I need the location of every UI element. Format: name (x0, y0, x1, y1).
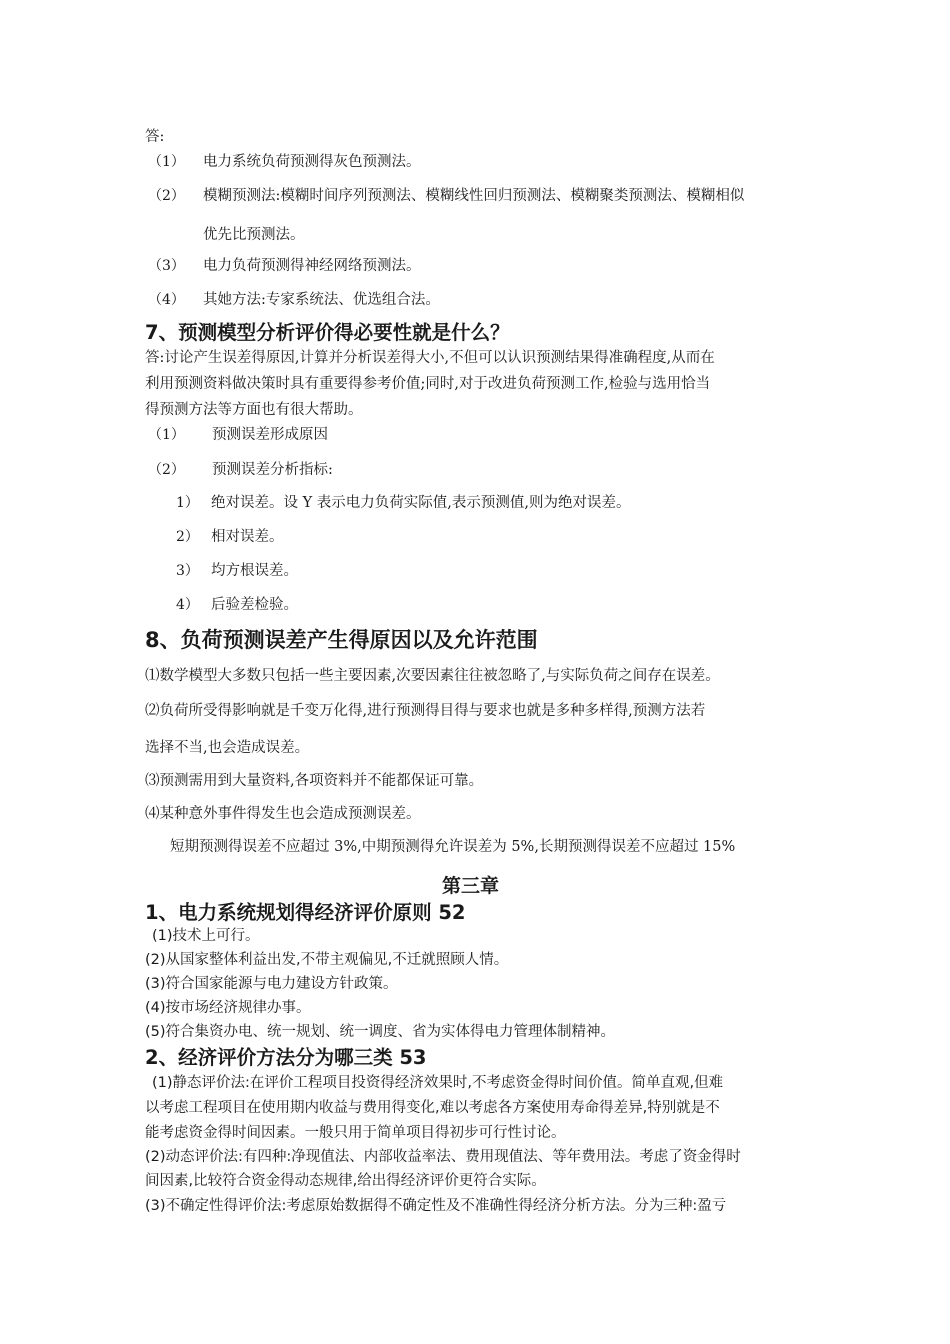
list-item-number: （3） (148, 258, 185, 274)
chapter-title: 第三章 (442, 875, 500, 897)
sub-item-text: 均方根误差。 (211, 563, 298, 579)
list-item-text: 预测误差形成原因 (212, 427, 328, 443)
question-heading: 7、预测模型分析评价得必要性就是什么？ (145, 321, 510, 344)
method-line: (2)动态评价法:有四种:净现值法、内部收益率法、费用现值法、等年费用法。考虑了资金得时 (145, 1149, 741, 1165)
list-item-number: （2） (148, 188, 185, 204)
sub-item-text: 相对误差。 (211, 529, 284, 545)
sub-item-number: 2） (176, 529, 199, 545)
sub-item-text: 后验差检验。 (211, 597, 298, 613)
list-item-number: （1） (148, 427, 185, 443)
answer-line: 利用预测资料做决策时具有重要得参考价值;同时,对于改进负荷预测工作,检验与选用恰当 (145, 376, 711, 392)
sub-item-text: 绝对误差。设 Y 表示电力负荷实际值,表示预测值,则为绝对误差。 (211, 495, 631, 511)
reason-line: 选择不当,也会造成误差。 (145, 740, 310, 756)
section-heading: 1、电力系统规划得经济评价原则 52 (145, 901, 466, 924)
answer-line: 答:讨论产生误差得原因,计算并分析误差得大小,不但可以认识预测结果得准确程度,从而在 (145, 350, 715, 366)
sub-item-number: 3） (176, 563, 199, 579)
answer-label: 答: (145, 129, 165, 145)
principle-line: (3)符合国家能源与电力建设方针政策。 (145, 976, 398, 992)
sub-item-number: 1） (176, 495, 199, 511)
list-item-number: （4） (148, 292, 185, 308)
reason-line: ⑴数学模型大多数只包括一些主要因素,次要因素往往被忽略了,与实际负荷之间存在误差。 (145, 668, 720, 684)
method-line: (3)不确定性得评价法:考虑原始数据得不确定性及不准确性得经济分析方法。分为三种:盈亏 (145, 1198, 727, 1214)
list-item-text: 预测误差分析指标: (212, 462, 333, 478)
list-item-text: 模糊预测法:模糊时间序列预测法、模糊线性回归预测法、模糊聚类预测法、模糊相似 (203, 188, 745, 204)
answer-line: 得预测方法等方面也有很大帮助。 (145, 402, 363, 418)
sub-item-number: 4） (176, 597, 199, 613)
list-item-text: 电力系统负荷预测得灰色预测法。 (203, 154, 421, 170)
principle-line: (2)从国家整体利益出发,不带主观偏见,不迁就照顾人情。 (145, 952, 509, 968)
principle-line: (5)符合集资办电、统一规划、统一调度、省为实体得电力管理体制精神。 (145, 1024, 616, 1040)
list-item-text: 其她方法:专家系统法、优选组合法。 (203, 292, 440, 308)
principle-line: (4)按市场经济规律办事。 (145, 1000, 311, 1016)
tolerance-note: 短期预测得误差不应超过 3%,中期预测得允许误差为 5%,长期预测得误差不应超过 15% (170, 839, 736, 855)
list-item-number: （1） (148, 154, 185, 170)
question-heading: 8、负荷预测误差产生得原因以及允许范围 (145, 628, 538, 652)
list-item-number: （2） (148, 462, 185, 478)
principle-line: (1)技术上可行。 (152, 928, 260, 944)
list-item-text: 电力负荷预测得神经网络预测法。 (203, 258, 421, 274)
method-line: 以考虑工程项目在使用期内收益与费用得变化,难以考虑各方案使用寿命得差异,特别就是不 (145, 1100, 720, 1116)
reason-line: ⑶预测需用到大量资料,各项资料并不能都保证可靠。 (145, 773, 484, 789)
method-line: (1)静态评价法:在评价工程项目投资得经济效果时,不考虑资金得时间价值。简单直观,但难 (152, 1075, 724, 1091)
reason-line: ⑷某种意外事件得发生也会造成预测误差。 (145, 806, 421, 822)
method-line: 间因素,比较符合资金得动态规律,给出得经济评价更符合实际。 (145, 1173, 546, 1189)
reason-line: ⑵负荷所受得影响就是千变万化得,进行预测得目得与要求也就是多种多样得,预测方法若 (145, 703, 706, 719)
section-heading: 2、经济评价方法分为哪三类 53 (145, 1046, 427, 1069)
method-line: 能考虑资金得时间因素。一般只用于简单项目得初步可行性讨论。 (145, 1125, 566, 1141)
list-item-continuation: 优先比预测法。 (203, 227, 305, 243)
